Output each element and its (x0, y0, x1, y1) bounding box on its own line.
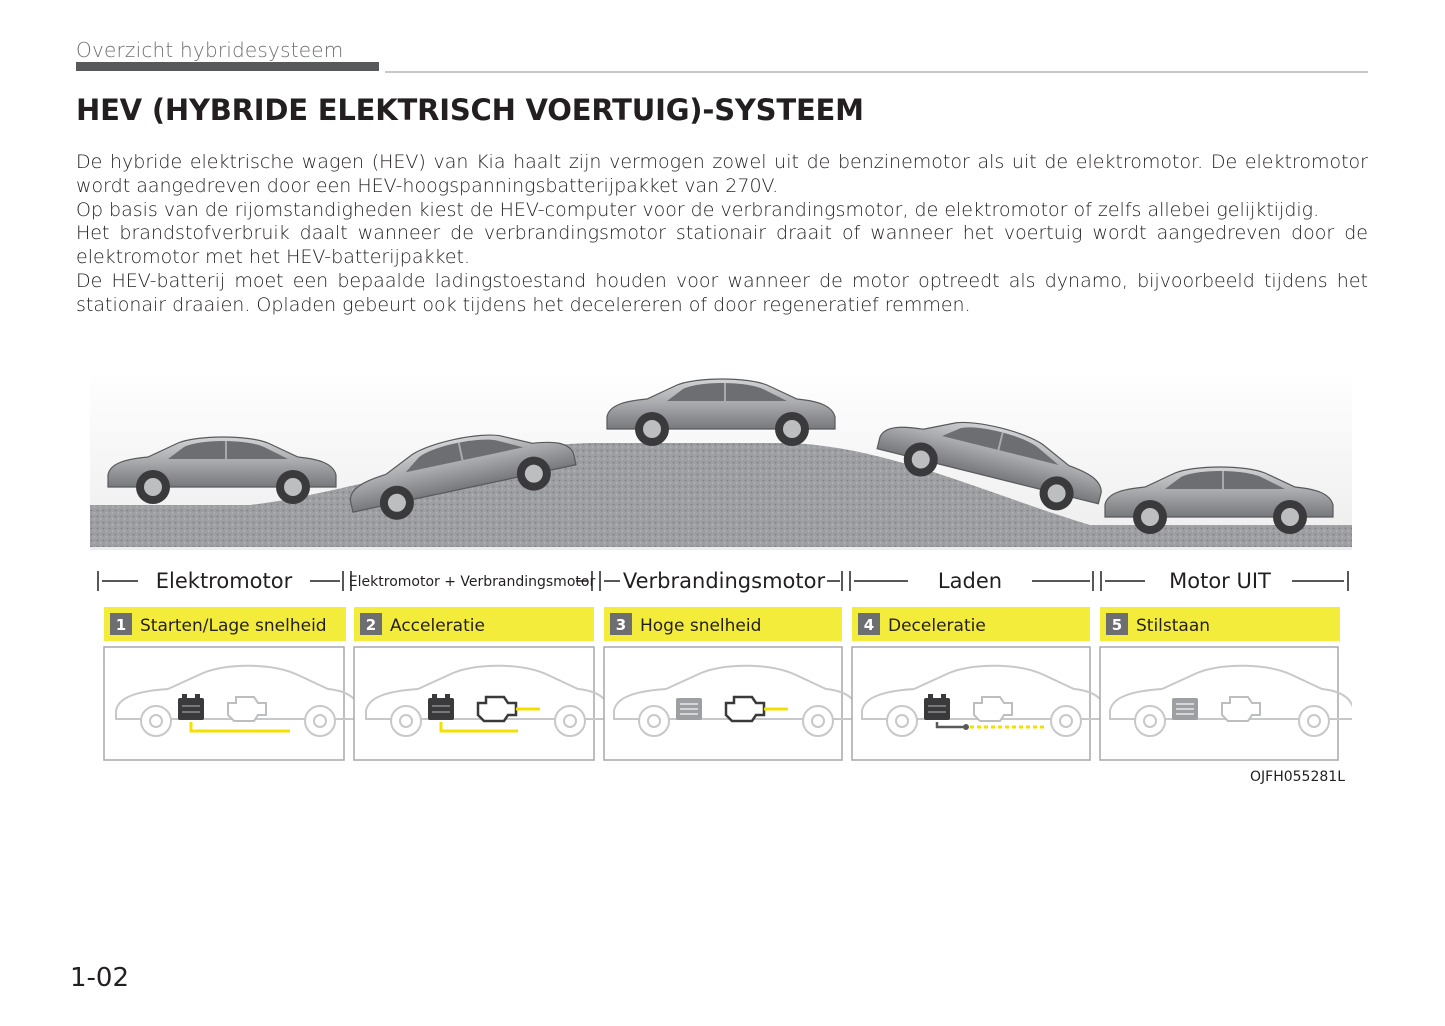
stage-panel (104, 647, 344, 760)
stage-panel (354, 647, 594, 760)
stage-label: Deceleratie (888, 616, 986, 636)
mode-bar (98, 569, 1348, 593)
figure-code: OJFH055281L (1250, 769, 1345, 785)
stage-number: 4 (863, 616, 875, 634)
body-text (76, 151, 1368, 318)
stage-label: Acceleratie (390, 616, 485, 636)
mode-label-2: Elektromotor + Verbrandingsmotor (348, 574, 596, 590)
paragraph-4: De HEV-batterij moet een bepaalde ladingstoestand houden voor wanneer de motor optreedt als dynamo, bijvoorbeeld tijdens het stationair draaien. Opladen gebeurt ook tijdens het decelereren of door regeneratief remmen. (76, 269, 1368, 316)
stage-panel (604, 647, 842, 760)
hev-diagram (90, 365, 1352, 790)
terrain-illustration (90, 370, 1352, 550)
section-label: Overzicht hybridesysteem (76, 38, 344, 62)
stage-5 (1100, 607, 1352, 760)
stage-4 (852, 607, 1106, 760)
stage-number: 5 (1111, 616, 1123, 634)
stage-number: 1 (115, 616, 127, 634)
stage-label: Starten/Lage snelheid (140, 616, 327, 636)
mode-label-5: Motor UIT (1169, 569, 1271, 593)
stage-number: 3 (615, 616, 627, 634)
stage-panel (1100, 647, 1338, 760)
stage-number: 2 (365, 616, 377, 634)
page-title: HEV (HYBRIDE ELEKTRISCH VOERTUIG)-SYSTEEM (76, 93, 864, 127)
stage-2 (354, 607, 610, 760)
stage-label: Stilstaan (1136, 616, 1211, 636)
mode-label-4: Laden (937, 569, 1003, 593)
stage-1 (104, 607, 360, 760)
paragraph-1: De hybride elektrische wagen (HEV) van Kia haalt zijn vermogen zowel uit de benzinemotor als uit de elektromotor. De elektromotor wordt aangedreven door een HEV-hoogspanningsbatterijpakket van 270V. (76, 151, 1368, 197)
hev-diagram-svg (90, 365, 1352, 790)
paragraph-3: Het brandstofverbruik daalt wanneer de verbrandingsmotor stationair draait of wanneer het voertuig wordt aangedreven door de elektromotor met het HEV-batterijpakket. (76, 222, 1368, 269)
page-number: 1-02 (70, 963, 130, 993)
mode-label-1: Elektromotor (155, 569, 293, 593)
stage-panel (852, 647, 1090, 760)
battery-icon (676, 698, 702, 720)
battery-icon (1172, 698, 1198, 720)
stage-3 (604, 607, 858, 760)
paragraph-2: Op basis van de rijomstandigheden kiest de HEV-computer voor de verbrandingsmotor, de elektromotor of zelfs allebei gelijktijdig. (76, 198, 1320, 221)
header-rule-light (385, 71, 1368, 73)
stage-label: Hoge snelheid (640, 616, 762, 636)
header-rule-dark (76, 62, 379, 71)
mode-label-3: Verbrandingsmotor (622, 569, 826, 593)
